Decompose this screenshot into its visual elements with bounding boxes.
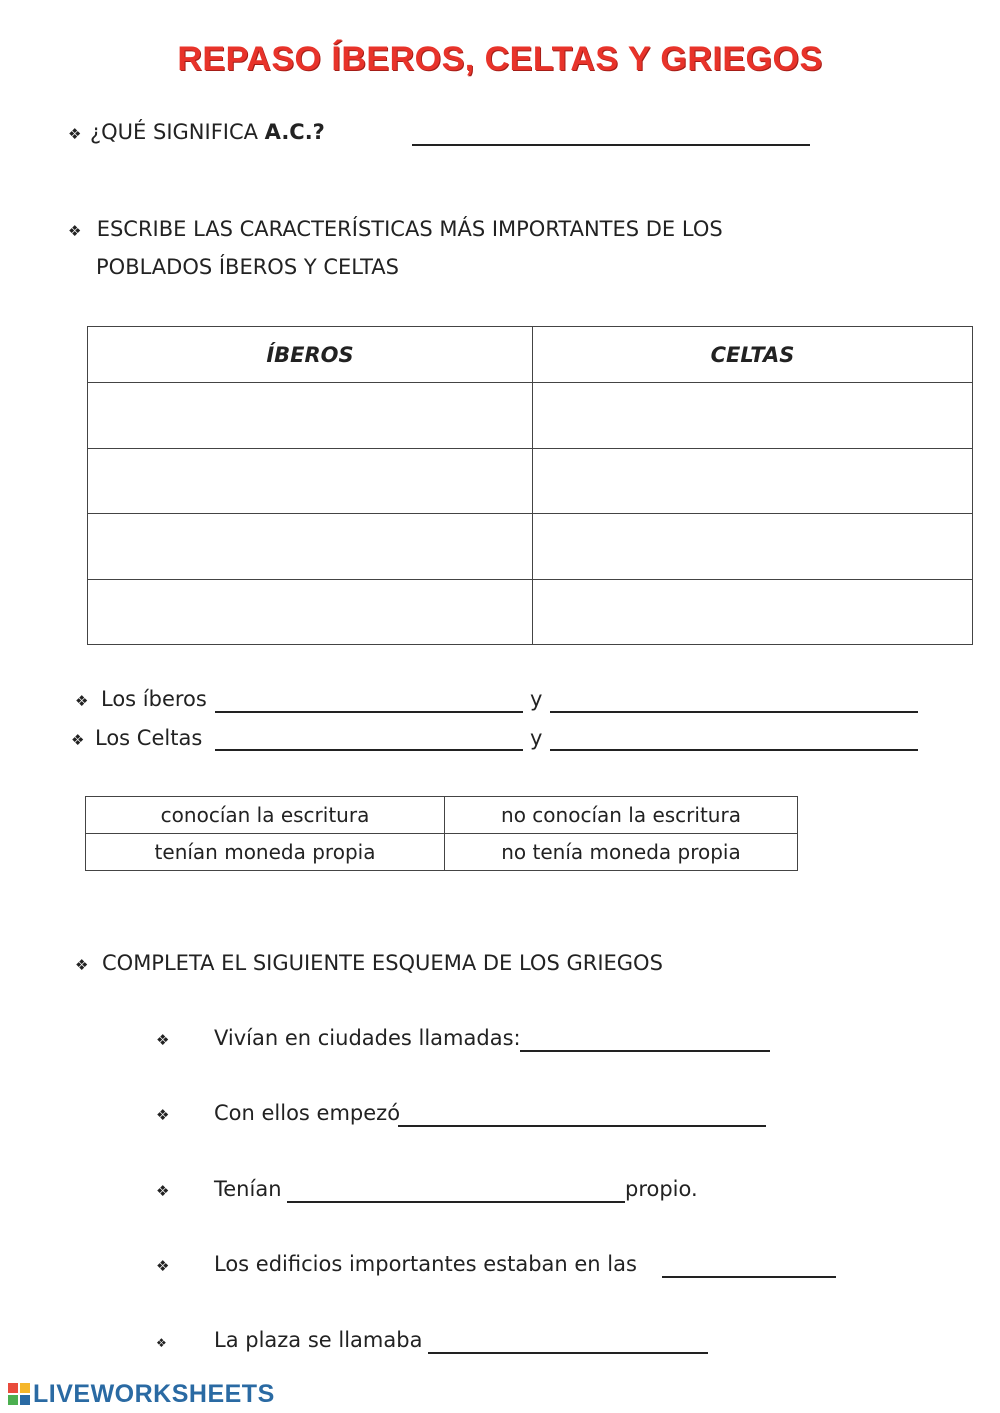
bullet-icon: ❖ bbox=[156, 1257, 170, 1275]
options-table bbox=[85, 796, 798, 871]
griegos-item-text: Tenían bbox=[214, 1177, 282, 1201]
table-cell[interactable] bbox=[533, 449, 973, 514]
question-griegos bbox=[75, 951, 663, 975]
griegos-item bbox=[156, 1252, 637, 1276]
table-cell[interactable] bbox=[533, 580, 973, 645]
bullet-icon: ❖ bbox=[68, 222, 82, 240]
griegos-item-suffix: propio. bbox=[625, 1177, 698, 1201]
liveworksheets-logo bbox=[8, 1380, 275, 1409]
blocks-icon bbox=[8, 1383, 30, 1405]
table-cell[interactable] bbox=[88, 449, 533, 514]
fill-iberos-line-1[interactable] bbox=[215, 711, 523, 713]
question-ac bbox=[68, 120, 325, 144]
griegos-answer-line-3[interactable] bbox=[287, 1201, 625, 1203]
bullet-icon: ❖ bbox=[156, 1106, 170, 1124]
griegos-answer-line-5[interactable] bbox=[428, 1352, 708, 1354]
fill-iberos-line-2[interactable] bbox=[550, 711, 918, 713]
characteristics-table bbox=[87, 326, 973, 645]
fill-iberos-label: Los íberos bbox=[101, 687, 207, 711]
bullet-icon: ❖ bbox=[156, 1031, 170, 1049]
option-cell[interactable]: no conocían la escritura bbox=[445, 797, 798, 834]
question-ac-text: ¿QUÉ SIGNIFICA bbox=[90, 120, 265, 144]
griegos-item-text: Los edificios importantes estaban en las bbox=[214, 1252, 637, 1276]
option-cell[interactable]: tenían moneda propia bbox=[86, 834, 445, 871]
question-characteristics-line2: POBLADOS ÍBEROS Y CELTAS bbox=[96, 255, 399, 279]
bullet-icon: ❖ bbox=[156, 1182, 170, 1200]
table-header-iberos: ÍBEROS bbox=[88, 327, 533, 383]
table-cell[interactable] bbox=[88, 580, 533, 645]
table-cell[interactable] bbox=[88, 383, 533, 449]
bullet-icon: ❖ bbox=[71, 731, 85, 749]
question-characteristics-line1: ESCRIBE LAS CARACTERÍSTICAS MÁS IMPORTANTES DE LOS bbox=[96, 217, 723, 241]
answer-ac-line[interactable] bbox=[412, 144, 810, 146]
question-characteristics bbox=[68, 217, 723, 241]
table-header-celtas: CELTAS bbox=[533, 327, 973, 383]
griegos-item bbox=[156, 1328, 422, 1352]
fill-celtas bbox=[71, 726, 202, 750]
bullet-icon: ❖ bbox=[75, 956, 89, 974]
griegos-item-text: Vivían en ciudades llamadas: bbox=[214, 1026, 521, 1050]
griegos-answer-line-2[interactable] bbox=[398, 1125, 766, 1127]
question-ac-abbr: A.C.? bbox=[264, 120, 325, 144]
bullet-icon: ❖ bbox=[156, 1336, 167, 1350]
option-cell[interactable]: conocían la escritura bbox=[86, 797, 445, 834]
bullet-icon: ❖ bbox=[68, 125, 82, 143]
table-cell[interactable] bbox=[533, 514, 973, 580]
griegos-item bbox=[156, 1026, 521, 1050]
griegos-answer-line-4[interactable] bbox=[662, 1276, 836, 1278]
question-griegos-text: COMPLETA EL SIGUIENTE ESQUEMA DE LOS GRIEGOS bbox=[102, 951, 663, 975]
logo-text: LIVEWORKSHEETS bbox=[33, 1380, 275, 1408]
griegos-item bbox=[156, 1101, 400, 1125]
griegos-answer-line-1[interactable] bbox=[520, 1050, 770, 1052]
fill-celtas-line-2[interactable] bbox=[550, 749, 918, 751]
option-cell[interactable]: no tenía moneda propia bbox=[445, 834, 798, 871]
griegos-item-text: La plaza se llamaba bbox=[214, 1328, 423, 1352]
fill-iberos bbox=[75, 687, 207, 711]
griegos-item-text: Con ellos empezó bbox=[214, 1101, 401, 1125]
fill-y: y bbox=[530, 687, 543, 711]
griegos-item bbox=[156, 1177, 282, 1201]
fill-y: y bbox=[530, 726, 543, 750]
page-title: REPASO ÍBEROS, CELTAS Y GRIEGOS bbox=[177, 40, 823, 78]
bullet-icon: ❖ bbox=[75, 692, 89, 710]
fill-celtas-label: Los Celtas bbox=[95, 726, 203, 750]
table-cell[interactable] bbox=[88, 514, 533, 580]
fill-celtas-line-1[interactable] bbox=[215, 749, 523, 751]
table-cell[interactable] bbox=[533, 383, 973, 449]
